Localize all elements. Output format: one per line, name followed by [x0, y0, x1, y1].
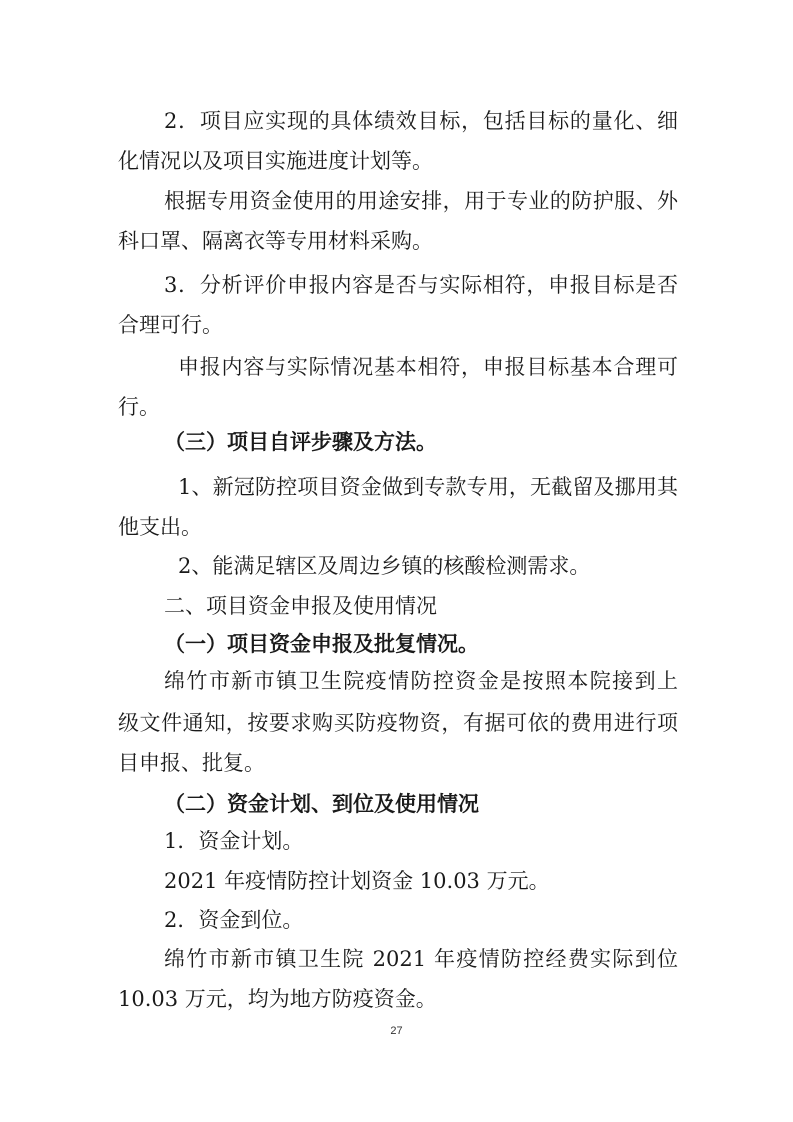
paragraph-line: 根据专用资金使用的用途安排，用于专业的防护服、外	[164, 189, 678, 213]
paragraph-line: 他支出。	[118, 515, 202, 539]
section-heading: （三）项目自评步骤及方法。	[164, 430, 437, 454]
paragraph-line: 3．分析评价申报内容是否与实际相符，申报目标是否	[164, 273, 678, 297]
paragraph-line: 合理可行。	[118, 313, 223, 337]
paragraph-line: 行。	[118, 395, 160, 419]
paragraph-line: 科口罩、隔离衣等专用材料采购。	[118, 229, 433, 253]
paragraph-line: 2021 年疫情防控计划资金 10.03 万元。	[164, 869, 550, 893]
section-heading: （一）项目资金申报及批复情况。	[164, 632, 479, 656]
paragraph-line: 2、能满足辖区及周边乡镇的核酸检测需求。	[178, 554, 591, 578]
paragraph-line: 10.03 万元，均为地方防疫资金。	[118, 987, 437, 1011]
paragraph-line: 级文件通知，按要求购买防疫物资，有据可依的费用进行项	[118, 711, 678, 735]
section-heading: （二）资金计划、到位及使用情况	[164, 792, 479, 816]
paragraph-line: 化情况以及项目实施进度计划等。	[118, 149, 433, 173]
paragraph-line: 1．资金计划。	[164, 829, 304, 853]
chapter-heading: 二、项目资金申报及使用情况	[164, 594, 437, 618]
paragraph-line: 绵竹市新市镇卫生院 2021 年疫情防控经费实际到位	[164, 947, 678, 971]
paragraph-line: 申报内容与实际情况基本相符，申报目标基本合理可	[178, 355, 678, 379]
paragraph-line: 2．项目应实现的具体绩效目标，包括目标的量化、细	[164, 109, 678, 133]
paragraph-line: 1、新冠防控项目资金做到专款专用，无截留及挪用其	[178, 475, 678, 499]
paragraph-line: 绵竹市新市镇卫生院疫情防控资金是按照本院接到上	[164, 669, 678, 693]
paragraph-line: 2．资金到位。	[164, 908, 304, 932]
page-number: 27	[390, 1025, 403, 1037]
paragraph-line: 目申报、批复。	[118, 751, 265, 775]
